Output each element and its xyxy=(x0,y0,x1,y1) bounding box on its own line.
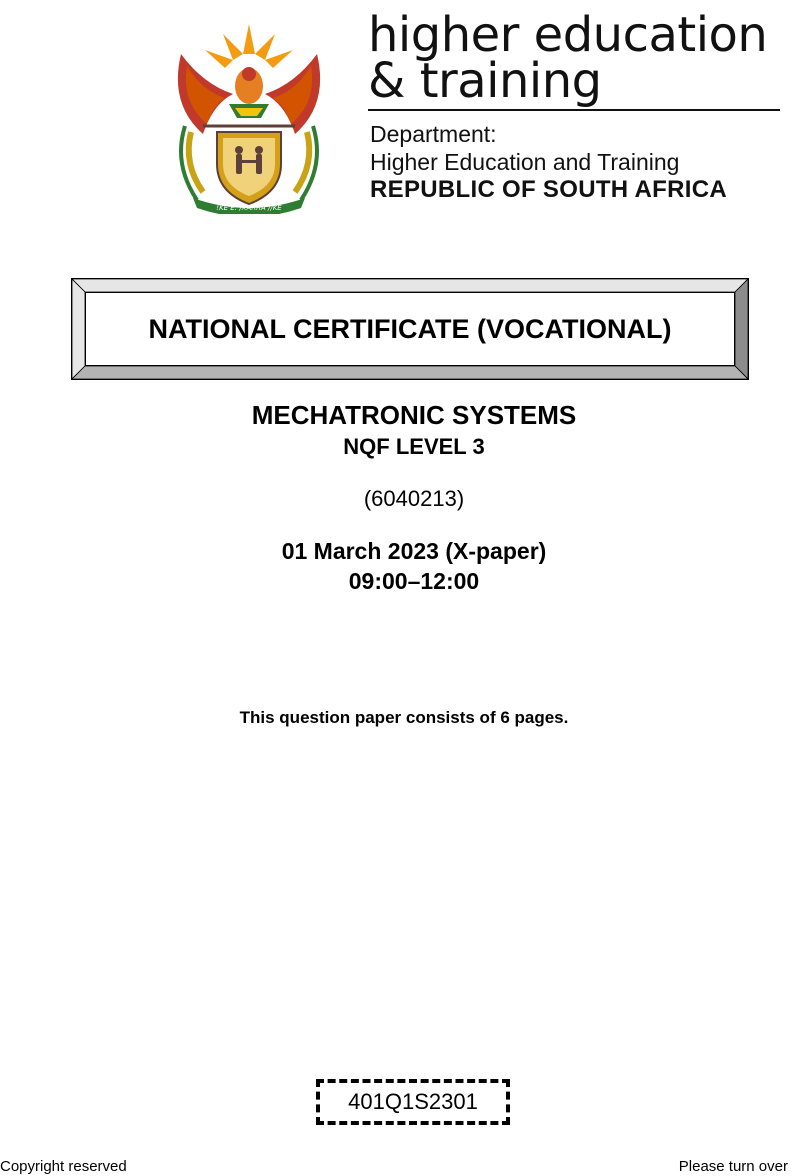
country-name: REPUBLIC OF SOUTH AFRICA xyxy=(370,176,727,203)
department-name: Higher Education and Training xyxy=(370,149,680,175)
brand-divider xyxy=(368,109,780,111)
subject-title: MECHATRONIC SYSTEMS xyxy=(251,400,577,430)
paper-code-box xyxy=(316,1079,510,1125)
exam-time: 09:00–12:00 xyxy=(348,568,480,594)
nqf-level: NQF LEVEL 3 xyxy=(343,434,485,459)
subject-code: (6040213) xyxy=(363,486,465,511)
copyright-notice: Copyright reserved xyxy=(0,1158,127,1175)
department-label: Department: xyxy=(370,121,497,147)
paper-code: 401Q1S2301 xyxy=(348,1089,478,1114)
exam-date: 01 March 2023 (X-paper) xyxy=(281,538,547,564)
turn-over-note: Please turn over xyxy=(678,1158,788,1175)
certificate-title-box xyxy=(71,278,749,380)
brand-wordmark xyxy=(368,7,782,111)
brand-line-2: & training xyxy=(368,53,602,109)
brand-line-1: higher education xyxy=(368,7,768,63)
certificate-title: NATIONAL CERTIFICATE (VOCATIONAL) xyxy=(148,313,672,344)
coat-of-arms-icon xyxy=(163,14,335,214)
crest-motto: !KE E: /XARRA //KE xyxy=(216,204,282,212)
department-block xyxy=(370,120,790,204)
certificate-title-panel xyxy=(85,292,735,366)
page-count-note: This question paper consists of 6 pages. xyxy=(239,708,569,727)
